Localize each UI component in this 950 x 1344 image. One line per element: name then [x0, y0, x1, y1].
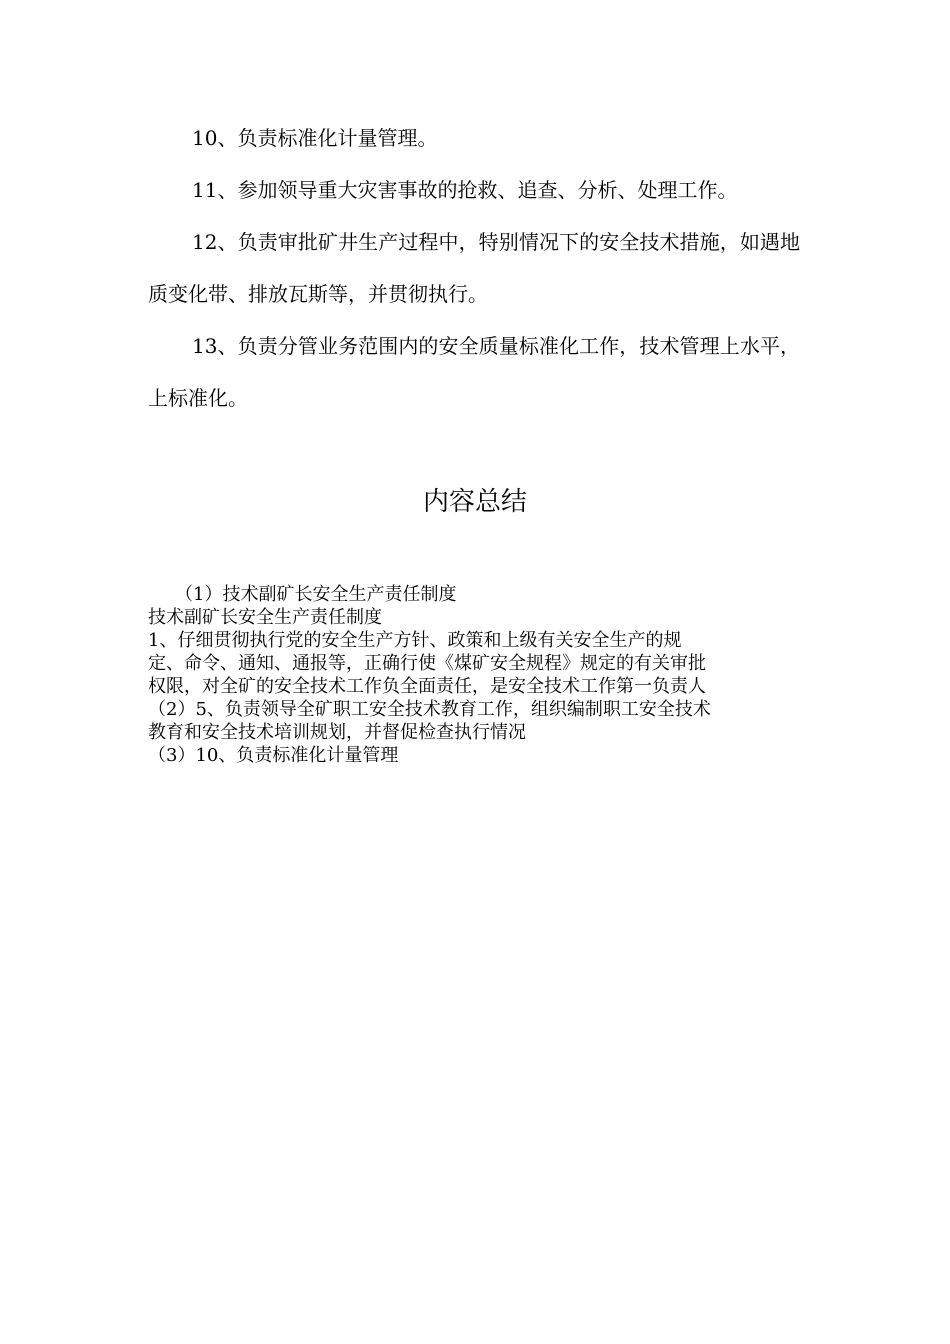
body-text: [148, 112, 800, 424]
summary-line: 权限，对全矿的安全技术工作负全面责任，是安全技术工作第一负责人: [148, 676, 706, 697]
paragraph-10: 10、负责标准化计量管理。: [192, 126, 438, 150]
summary-title: 内容总结: [422, 487, 527, 517]
summary-section: [148, 583, 800, 767]
summary-line: 1、仔细贯彻执行党的安全生产方针、政策和上级有关安全生产的规: [148, 630, 682, 651]
paragraph-11: 11、参加领导重大灾害事故的抢救、追查、分析、处理工作。: [192, 178, 738, 202]
summary-line: （2）5、负责领导全矿职工安全技术教育工作，组织编制职工安全技术: [148, 699, 711, 720]
summary-line: （3）10、负责标准化计量管理: [148, 745, 399, 766]
summary-line: 教育和安全技术培训规划，并督促检查执行情况: [148, 722, 526, 743]
summary-line: 技术副矿长安全生产责任制度: [148, 607, 382, 628]
paragraph-13: 13、负责分管业务范围内的安全质量标准化工作，技术管理上水平，上标准化。: [148, 334, 800, 410]
paragraph-12: 12、负责审批矿井生产过程中，特别情况下的安全技术措施，如遇地质变化带、排放瓦斯等，并贯彻执行。: [148, 230, 800, 306]
summary-line: （1）技术副矿长安全生产责任制度: [148, 584, 457, 605]
summary-line: 定、命令、通知、通报等，正确行使《煤矿安全规程》规定的有关审批: [148, 653, 706, 674]
